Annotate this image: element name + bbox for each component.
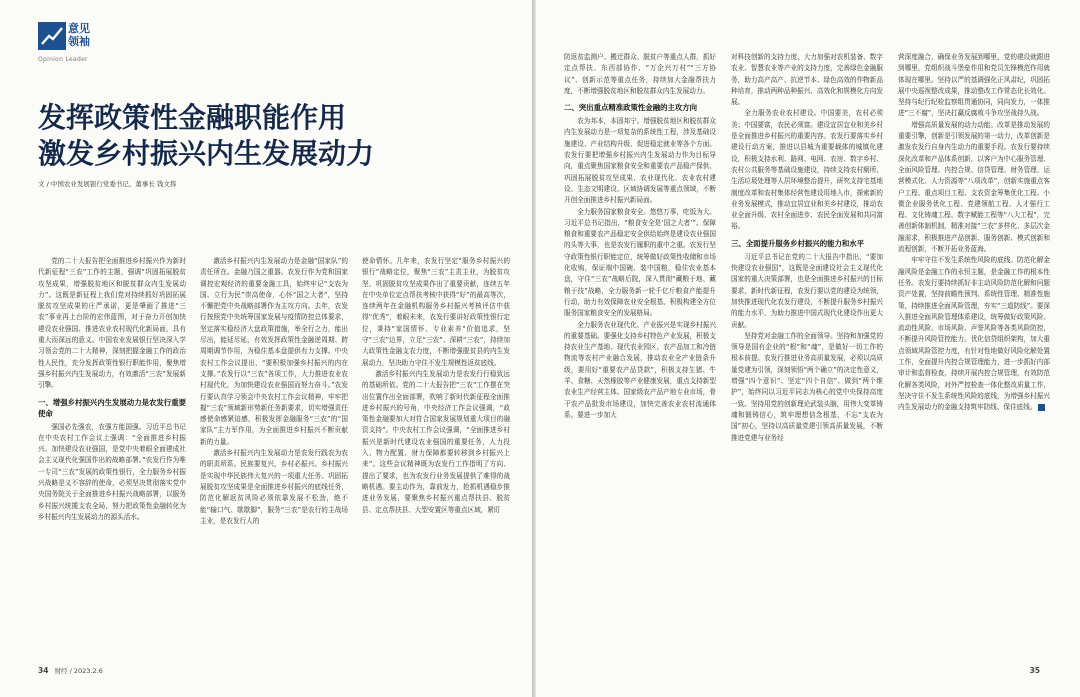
body-paragraph: 党的二十大报告把全面推进乡村振兴作为新时代新征程“三农”工作的主题，强调“巩固拓展脱贫攻坚成果，增强脱贫地区和脱贫群众内生发展动力”。这既是新征程上我们党对持续抓好巩固拓展脱贫攻坚成果的庄严承诺，更是肇画了推进“三农”事业再上台阶的宏伟蓝图，对于奋力开创加快建设农业强国、推进农业农村现代化新局面，具有重大而深远的意义。中国农业发展银行坚决深入学习领会党的二十大精神，深刻把握金融工作的政治性人民性，充分发挥政策性银行职能作用，聚焦增强乡村振兴内生发展动力，有效激活“三农”发展新引擎。 — [38, 257, 186, 390]
logo-subtitle: Opinion Leader — [38, 56, 88, 63]
logo-title-line1: 意见 — [68, 22, 90, 35]
body-paragraph: 牢牢守住不发生系统性风险的底线。防范化解金融风险是金融工作的永恒主题，是金融工作的根本性任务。农发行要持续抓好非主动风险防范化解和问题资产处置，坚持前瞻性预判、系统性管理、精准性施策，持续推进全面风险管理，夯实“三道防线”。要深入推进全面风险管理体系建设，统筹做好政策风险、流动性风险、市场风险、声誉风险等各类风险防控，不断提升风险管控能力。优化信贷组织架构，加大重点领域风险管控力度，有针对性地做好风险化解处置工作，全面提升内控合规管理能力，进一步抓好内部审计和监督检查，持续开展内控合规管理，有效防范化解各类风险，对外严控检查一体化整改质量工作，坚决守住不发生系统性风险的底线，为增强乡村振兴内生发展动力的金融支持筑牢防线、保住底线。 — [898, 256, 1050, 412]
body-paragraph: 全力服务农业现代化、产业振兴是实现乡村振兴的重要基础。要强化支持乡村特色产业发展，积极支持农业生产基地、现代农业园区、农产品加工和冷链物流等农村产业融合发展，推动农业全产业链条升级，要用好“重要农产品贷款”，积极支持生猪、牛羊、食糖、天然橡胶等产业健康发展，重点支持新型农业生产经营主体、国家级农产品产地专业市场，骨干农产品批发市场建设，加快完善农业农村流通体系。要进一步加大 — [564, 320, 716, 419]
body-paragraph: 激活乡村振兴内生发展动力是金融“国家队”的责任所在。金融乃国之重器。农发行作为党和国家调控宏观经济的重要金融工具，始终牢记“支农为国、立行为民”崇高使命，心怀“国之大者”，坚持不懈把党中央战略部署作为主攻方向。去年，农发行按照党中央统筹国家发展与疫情防控总体要求，坚定落实稳经济大盘政策措施，举全行之力，能出尽出，能延尽延，有效发挥政策性金融逆周期、跨周期调节作用，为稳住基本盘提供有力支撑。中央农村工作会议提出，“要积极加强乡村振兴的内在支撑。”农发行以“三农”各项工作，大力推进农业农村现代化，为加快建设农业强国而努力奋斗。”农发行要认真学习领会中央农村工作会议精神，牢牢把握“三农”领域新形势新任务新要求，切实增强责任感使命感紧迫感，积极发挥金融服务“三农”的“国家队”主力军作用，为全面推进乡村振兴不断贡献新的力量。 — [200, 257, 348, 446]
column-logo — [38, 22, 98, 58]
end-of-article-icon — [1038, 404, 1045, 411]
logo-mark-icon — [38, 22, 66, 50]
left-page — [0, 0, 533, 697]
body-paragraph: 对科技创新的支持力度，大力加强对农机装备、数字农业、智慧农业等产业的支持力度，完善绿色金融服务，助力高产高产、抗逆节本、绿色高效的作物新品种培育，推动两种品种振兴、高效化和规模化方向发展。 — [731, 53, 883, 107]
left-footer — [38, 666, 103, 675]
left-page-number: 34 — [38, 666, 49, 675]
left-column-1 — [38, 256, 186, 656]
body-paragraph: 坚持党对金融工作的全面领导。坚持和加强党的领导是国有企业的“根”和“魂”，是做好一切工作的根本前提。农发行推进业务高质量发展，必须以高质量党建为引领，深刻领悟“两个确立”的决定性意义，增强“四个意识”、坚定“四个自信”、做到“两个维护”，始终同以习近平同志为核心的党中央保持高度一致。坚持用党的创新理论武装头脑，用伟大变革铸魂和锻铸信心，筑牢理想信念根基，不忘“支农为国”初心，坚持以高质量党建引领高质量发展，不断推进党建与业务经 — [731, 331, 883, 442]
body-paragraph: 增强高质量发展的动力动能。改革是推动发展的重要引擎，创新是引领发展的第一动力，改革创新是激发农发行自身内生动力的重要手段。农发行要持续深化改革和产品体系创新，以客户为中心服务管理、全面风险管理、内控合规、信贷管理、财务管理、运营模式化、人力资源等“八项改革”，创新实施重点客户工程、重点项目工程、支农资金筹集优化工程、小微企业服务优化工程、党建领航工程、人才强行工程、文化铸魂工程、数字赋能工程等“八大工程”，完善创新体制机制，精准对接“三农”多样化、多层次金融需求，积极推进产品创新、服务创新、模式创新和流程创新，不断开拓业务蓝海。 — [898, 120, 1050, 254]
title-line2: 激发乡村振兴内生发展动力 — [38, 137, 375, 170]
body-paragraph: 使命情怀。几年来，农发行坚定“服务乡村振兴的银行”战略定位，聚焦“三农”主责主业，为脱贫攻坚、巩固脱贫攻坚成果作出了重要贡献，连续五年在中央单位定点帮扶考核中获得“好”的最高等次，连续两年在金融机构服务乡村振兴考核评估中获得“优秀”，着眼未来，农发行要讲好政策性银行定位，秉持“家国情怀、专业素养”价值追求，坚守“三农”边界，立足“三农”、深耕“三农”，持续加大政策性金融支农力度，不断增强脱贫县的内生发展动力，坚决助力守住不发生规模性返贫底线。 — [362, 257, 510, 367]
body-paragraph: 习近平总书记在党的二十大报告中指出，“要加快建设农业强国”，这既是全面建设社会主义现代化国家的重大决策部署，也是全面推进乡村振兴的目标要求，新时代新征程，农发行要以党的建设为统领，加快推进现代化农发行建设，不断提升服务乡村振兴的能力水平，为助力推进中国式现代化建设作出更大贡献。 — [731, 252, 883, 329]
right-page — [536, 0, 1080, 697]
section-heading: 三、全面提升服务乡村振兴的能力和水平 — [731, 238, 865, 248]
logo-title-line2: 领袖 — [68, 35, 90, 48]
left-column-2 — [200, 256, 348, 656]
section-heading: 一、增强乡村振兴内生发展动力是农发行重要使命 — [38, 397, 186, 418]
body-paragraph: 激活乡村振兴内生发展动力是农发行践农为农的职责所系。民族要复兴，乡村必振兴。乡村振兴是实现中华民族伟大复兴的一项重大任务。巩固拓展脱贫攻坚成果是全面推进乡村振兴的底线任务，防范化解返贫风险必须依靠发展不松劲，绝不能“输口气、歇歇脚”，服务“三农”是农行的主战场主业，是农发行人的 — [200, 449, 348, 525]
body-paragraph: 全力服务农业农村建设。中国要美，农村必须美；中国要富，农民必须富。建设宜居宜业和美乡村是全面推进乡村振兴的重要内容。农发行要落实乡村建设行动方案，推进以县城为重要载体的城镇化建设，积极支持水利、路网、电网、农房、数字乡村、农村公共服务等基础设施建设，持续支持农村厕所、生活垃圾处理等人居环境整治提升，研究支持宅基地制度改革和农村集体经营性建设用地入市，探索新的业务发展模式，推动宜居宜业和美乡村建设，推动农业全面升级、农村全面进步、农民全面发展和共同富裕。 — [731, 109, 883, 231]
article-title — [38, 100, 508, 172]
left-column-3 — [362, 256, 510, 656]
left-footer-text: 财经 / 2023.2.6 — [54, 667, 103, 675]
right-page-number: 35 — [1029, 666, 1040, 675]
body-paragraph: 营深度融合，确保业务发展到哪里，党的建设就跟进到哪里，党组织战斗堡垒作用和党员先锋模范作用就体现在哪里。坚持以严的基调强化正风肃纪，巩固拓展中央巡视整改成果，推动整改工作常态化长效化。坚持与纪行纪检监察组贯通协同，同向发力，一体推进“三不腐”，坚决打赢反腐败斗争攻坚战持久战。 — [898, 53, 1050, 118]
byline: 文 / 中国农业发展银行党委书记、董事长 钱文挥 — [38, 180, 177, 188]
logo-title — [68, 22, 108, 48]
body-paragraph: 强国必先强农，农强方能国强。习近平总书记在中央农村工作会议上强调：“全面推进乡村振兴、加快建设农业强国，是党中央着眼全面建成社会主义现代化强国作出的战略部署。”农发行作为唯一专司“三农”发展的政策性银行，全力服务乡村振兴战略是义不容辞的使命，必须坚决贯彻落实党中央国务院关于全面推进乡村振兴战略部署，以服务乡村振兴统揽支农全局，努力把政策性金融转化为乡村振兴内生发展动力的源头活水。 — [38, 422, 186, 521]
body-paragraph: 激活乡村振兴内生发展动力是农发行行稳致远的基础所依。党的二十大报告把“三农”工作摆在突出位置作出全面部署，吹响了新时代新征程全面推进乡村振兴的号角，中央经济工作会议强调，“政策性金融要加大对符合国家发展规划重大项目的融资支持”。中央农村工作会议强调，“全面推进乡村振兴是新时代建设农业强国的重要任务，人力投入、物力配置、财力保障都要转移到乡村振兴上来”。这些会议精神既为农发行工作指明了方向、提出了要求，也为农发行业务发展提供了难得的战略机遇。要主动作为，靠前发力，抢抓机遇稳步推进业务发展，要聚焦乡村振兴重点帮扶县、脱贫县、定点帮扶县、大型安置区等重点区域，紧盯 — [362, 369, 510, 514]
right-column-1 — [564, 52, 716, 654]
title-line1: 发挥政策性金融职能作用 — [38, 101, 347, 134]
body-paragraph: 全力服务国家粮食安全。悠悠万事，吃饭为大。习近平总书记指出，“粮食安全是‘国之大者’”。保障粮食和重要农产品稳定安全供给始终是建设农业强国的头等大事，也是农发行履职的重中之重。农发行坚守政策性银行职能定位，统筹做好政策性收储和市场化收购，保证端中国碗、装中国粮，稳住农业基本盘，守住“三农”战略后院，深入贯彻“藏粮于地、藏粮于技”战略，全力服务新一轮千亿斤粮食产能提升行动，助力有效保障农业安全根基，积极构建全方位服务国家粮食安全的发展格局。 — [564, 207, 716, 318]
right-column-2 — [731, 52, 883, 654]
section-heading: 二、突出重点精准政策性金融的主攻方向 — [564, 103, 698, 113]
right-column-3 — [898, 52, 1050, 654]
body-paragraph: 农为邦本，本固邦宁。增强脱贫地区和脱贫群众内生发展动力是一项复杂的系统性工程，涉及基础设施建设、产业结构升级、促进稳定就业等各个方面。农发行要把增强乡村振兴内生发展动力作为目标导向，重点聚焦国家粮食安全和重要农产品稳产保供、巩固拓展脱贫攻坚成果、农业现代化、农业农村建设、生态文明建设、区域协调发展等重点领域，不断开创全面推进乡村振兴新局面。 — [564, 117, 716, 205]
body-paragraph: 防返贫监测户、搬迁群众、脱贫户等重点人群，抓好定点帮扶、东西部协作、“万企兴万村”“三方协议”、创新示范等重点任务，持续加大金融帮扶力度，不断增强脱贫地区和脱贫群众内生发展动力。 — [564, 53, 716, 95]
